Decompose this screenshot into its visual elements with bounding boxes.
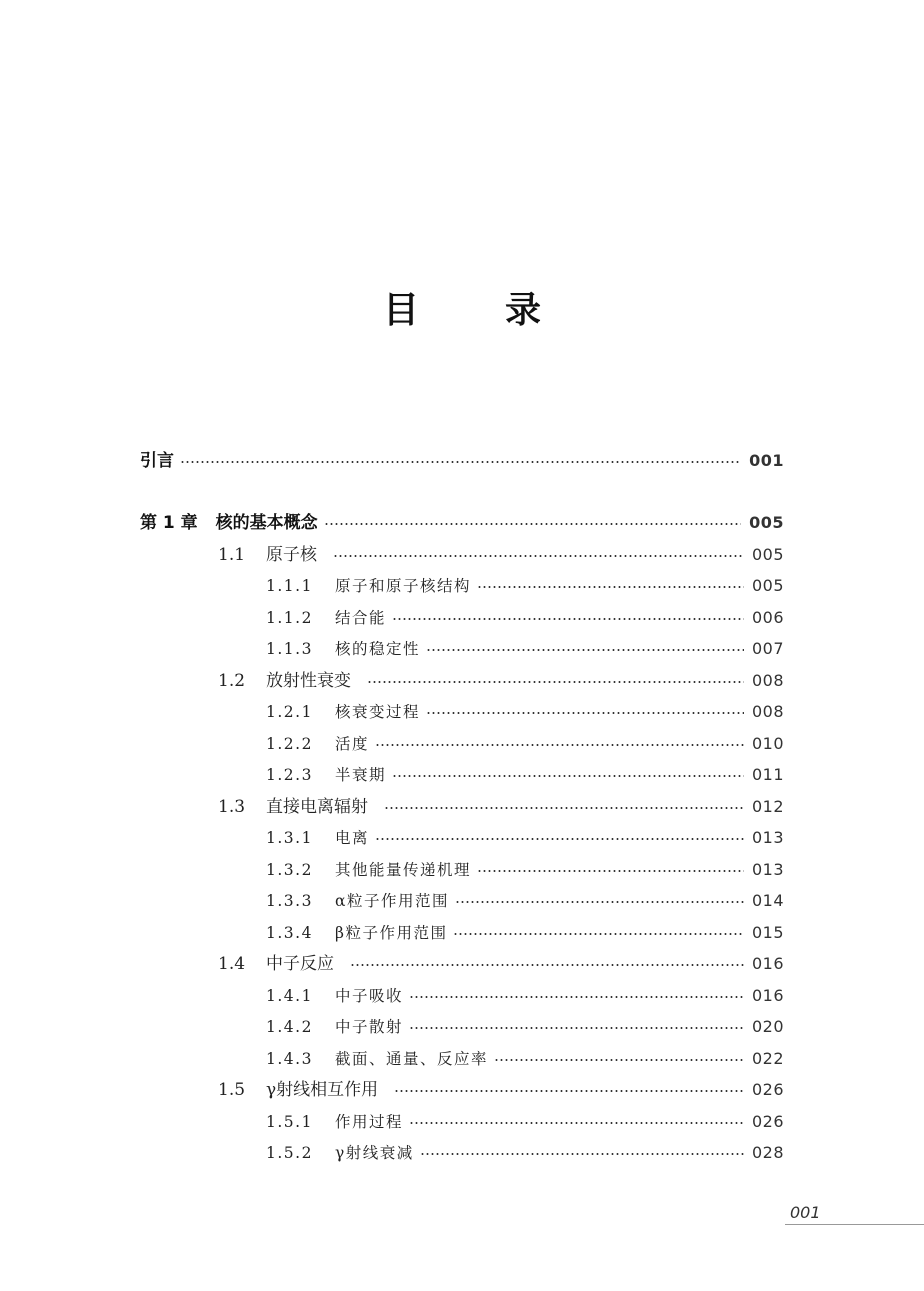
toc-entry-number: 1.5.2 — [266, 1144, 313, 1162]
toc-entry-number: 1.3.3 — [266, 892, 313, 910]
toc-entry-number: 1.2.2 — [266, 735, 313, 753]
toc-entry-page: 005 — [749, 513, 784, 532]
toc-entry-title: 截面、通量、反应率 — [335, 1050, 489, 1068]
toc-entry-number: 1.4.3 — [266, 1050, 313, 1068]
toc-leader-dots — [477, 870, 744, 872]
toc-entry-title: α粒子作用范围 — [335, 892, 449, 910]
page-title — [0, 282, 924, 333]
toc-entry-title: 结合能 — [335, 609, 387, 627]
toc-leader-dots — [409, 996, 744, 998]
toc-entry-number: 1.1 — [218, 545, 246, 565]
toc-entry-page: 007 — [751, 639, 784, 658]
toc-entry-page: 026 — [751, 1080, 784, 1099]
toc-entry-number: 1.1.2 — [266, 609, 313, 627]
toc-entry-number: 1.5 — [218, 1080, 246, 1100]
toc-entry-title: 半衰期 — [335, 766, 387, 784]
toc-entry-number: 1.4.1 — [266, 987, 313, 1005]
toc-entry-number: 1.1.3 — [266, 640, 313, 658]
toc-entry[interactable] — [266, 730, 784, 758]
toc-entry[interactable] — [266, 635, 784, 663]
toc-entry[interactable] — [218, 541, 784, 569]
toc-leader-dots — [426, 649, 744, 651]
toc-leader-dots — [409, 1027, 744, 1029]
toc-entry-page: 016 — [751, 986, 784, 1005]
toc-entry-page: 013 — [751, 860, 784, 879]
footer-page-number: 001 — [790, 1203, 821, 1222]
toc-leader-dots — [367, 681, 744, 683]
toc-entry-number: 第 1 章 — [140, 513, 198, 533]
toc-entry-title: 中子吸收 — [335, 987, 404, 1005]
toc-entry[interactable] — [140, 447, 784, 475]
toc-entry-page: 015 — [751, 923, 784, 942]
toc-entry-title: 其他能量传递机理 — [335, 861, 472, 879]
toc-entry-title: γ射线相互作用 — [266, 1080, 379, 1100]
toc-leader-dots — [420, 1153, 744, 1155]
toc-entry-title: 放射性衰变 — [266, 671, 351, 691]
toc-leader-dots — [375, 744, 744, 746]
toc-entry[interactable] — [218, 1076, 784, 1104]
toc-entry-page: 012 — [751, 797, 784, 816]
toc-entry-page: 020 — [751, 1017, 784, 1036]
toc-leader-dots — [333, 555, 744, 557]
toc-entry-number: 1.3 — [218, 797, 246, 817]
toc-leader-dots — [384, 807, 744, 809]
toc-entry-number: 1.2.3 — [266, 766, 313, 784]
toc-leader-dots — [394, 1090, 744, 1092]
toc-entry[interactable] — [266, 1013, 784, 1041]
toc-entry-page: 014 — [751, 891, 784, 910]
toc-entry-page: 005 — [751, 545, 784, 564]
toc-entry-page: 005 — [751, 576, 784, 595]
toc-entry-page: 006 — [751, 608, 784, 627]
toc-entry-title: 直接电离辐射 — [266, 797, 368, 817]
toc-leader-dots — [453, 933, 743, 935]
toc-entry-page: 026 — [751, 1112, 784, 1131]
toc-entry[interactable] — [266, 982, 784, 1010]
title-char-1: 目 — [382, 290, 419, 331]
toc-leader-dots — [409, 1122, 744, 1124]
toc-entry-title: 中子反应 — [266, 954, 334, 974]
toc-entry-page: 008 — [751, 702, 784, 721]
toc-entry-page: 008 — [751, 671, 784, 690]
toc-entry-number: 1.5.1 — [266, 1113, 313, 1131]
toc-entry-page: 022 — [751, 1049, 784, 1068]
toc-leader-dots — [494, 1059, 744, 1061]
toc-entry-page: 013 — [751, 828, 784, 847]
toc-entry-title: 核的稳定性 — [335, 640, 421, 658]
toc-entry[interactable] — [218, 793, 784, 821]
toc-entry[interactable] — [266, 856, 784, 884]
toc-entry-number: 1.2 — [218, 671, 246, 691]
toc-entry[interactable] — [266, 1108, 784, 1136]
toc-leader-dots — [477, 586, 744, 588]
toc-entry-title: 作用过程 — [335, 1113, 404, 1131]
title-char-2: 录 — [505, 290, 542, 331]
toc-entry[interactable] — [266, 604, 784, 632]
toc-entry-title: 引言 — [140, 451, 174, 471]
toc-entry[interactable] — [266, 572, 784, 600]
toc-entry-title: 中子散射 — [335, 1018, 404, 1036]
toc-leader-dots — [180, 461, 741, 463]
toc-entry-number: 1.2.1 — [266, 703, 313, 721]
toc-entry[interactable] — [266, 761, 784, 789]
toc-entry-page: 028 — [751, 1143, 784, 1162]
toc-entry-title: 电离 — [335, 829, 370, 847]
toc-entry[interactable] — [140, 509, 784, 537]
footer-rule — [785, 1224, 924, 1225]
toc-entry-number: 1.3.4 — [266, 924, 313, 942]
toc-entry-title: 核衰变过程 — [335, 703, 421, 721]
toc-entry[interactable] — [266, 919, 784, 947]
toc-entry[interactable] — [266, 887, 784, 915]
toc-leader-dots — [375, 838, 744, 840]
toc-leader-dots — [324, 523, 741, 525]
toc-entry[interactable] — [266, 824, 784, 852]
toc-entry-page: 016 — [751, 954, 784, 973]
toc-entry-page: 010 — [751, 734, 784, 753]
toc-entry-title: 原子核 — [266, 545, 317, 565]
toc-leader-dots — [426, 712, 744, 714]
toc-entry-page: 001 — [749, 451, 784, 470]
toc-entry[interactable] — [266, 1139, 784, 1167]
toc-entry-number: 1.3.2 — [266, 861, 313, 879]
toc-leader-dots — [392, 618, 744, 620]
toc-entry[interactable] — [218, 667, 784, 695]
toc-entry[interactable] — [266, 698, 784, 726]
toc-entry[interactable] — [218, 950, 784, 978]
toc-leader-dots — [455, 901, 744, 903]
toc-entry-number: 1.4.2 — [266, 1018, 313, 1036]
toc-leader-dots — [392, 775, 744, 777]
toc-leader-dots — [350, 964, 744, 966]
toc-entry-title: 活度 — [335, 735, 370, 753]
toc-entry-number: 1.4 — [218, 954, 246, 974]
toc-entry[interactable] — [266, 1045, 784, 1073]
toc-entry-title: 核的基本概念 — [215, 513, 318, 533]
toc-entry-page: 011 — [751, 765, 784, 784]
toc-entry-number: 1.3.1 — [266, 829, 313, 847]
toc-entry-title: β粒子作用范围 — [335, 924, 448, 942]
toc-entry-number: 1.1.1 — [266, 577, 313, 595]
toc-entry-title: 原子和原子核结构 — [335, 577, 472, 595]
toc-entry-title: γ射线衰减 — [335, 1144, 414, 1162]
